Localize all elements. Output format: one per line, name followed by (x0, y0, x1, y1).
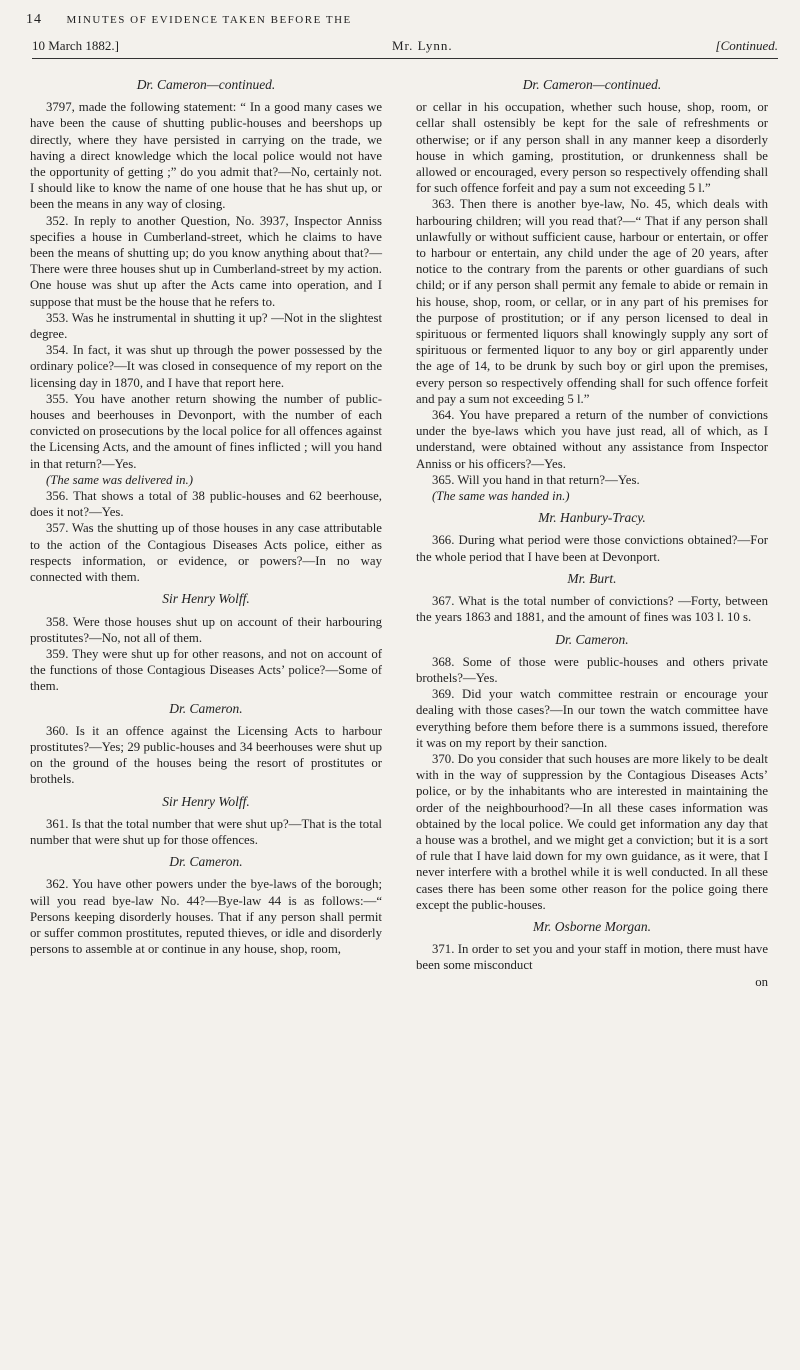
speaker-heading: Sir Henry Wolff. (162, 793, 250, 809)
speaker-heading: Mr. Hanbury-Tracy. (538, 510, 646, 526)
editorial-note: (The same was delivered in.) (46, 472, 194, 487)
speaker-heading: Mr. Osborne Morgan. (533, 918, 651, 934)
paragraph: 352. In reply to another Question, No. 3937, Inspector Anniss specifies a house in Cumberland-street, which he claims to have been the means of shutting up; do you know anything about that?—There were three houses shut up in Cumberland-street by my action. One house was shut up after the Acts came into operation, and I suppose that must be the house that he refers to. (30, 213, 382, 309)
paragraph: 365. Will you hand in that return?—Yes. (432, 472, 640, 487)
witness-name: Mr. Lynn. (392, 38, 453, 53)
paragraph: 366. During what period were those convictions obtained?—For the whole period that I have been at Devonport. (416, 533, 768, 564)
paragraph: 368. Some of those were public-houses and others private brothels?—Yes. (416, 654, 768, 685)
header-rule (32, 58, 778, 59)
paragraph: 361. Is that the total number that were shut up?—That is the total number that were shut up for those offences. (30, 816, 382, 847)
paragraph: 353. Was he instrumental in shutting it up? —Not in the slightest degree. (30, 310, 382, 342)
speaker-heading: Mr. Burt. (567, 570, 617, 586)
right-column (416, 77, 768, 990)
paragraph: 358. Were those houses shut up on account of their harbouring prostitutes?—No, not all of them. (30, 614, 382, 645)
paragraph: 369. Did your watch committee restrain or encourage your dealing with those cases?—In our town the watch committee have everything before them before there is a summons issued, therefore it was on my report by their sanction. (416, 687, 768, 750)
paragraph: 356. That shows a total of 38 public-houses and 62 beerhouse, does it not?—Yes. (30, 489, 382, 520)
paragraph: 354. In fact, it was shut up through the power possessed by the ordinary police?—It was closed in consequence of my report on the licensing day in 1870, and I have that report here. (30, 343, 382, 390)
paragraph: 355. You have another return showing the number of public-houses and beerhouses in Devonport, with the number of each convicted on prosecutions by the local police for all offences against the Licensing Acts, and the amount of fines inflicted ; will you hand in that return?—Yes. (30, 391, 382, 471)
paragraph: or cellar in his occupation, whether such house, shop, room, or cellar shall ostensibly be kept for the sale of refreshments or otherwise; or if any person shall in any manner keep a disorderly house in which gaming, prostitution, or drunkenness shall be allowed or encouraged, every person so respectively offending shall for such offence forfeit and pay a sum not exceeding 5 l.” (416, 100, 768, 196)
catchword: on (755, 974, 768, 989)
speaker-heading: Dr. Cameron. (169, 854, 243, 870)
speaker-heading: Dr. Cameron. (555, 631, 629, 647)
paragraph: 359. They were shut up for other reasons, and not on account of the functions of those Contagious Diseases Acts’ police?—Some of them. (30, 646, 382, 694)
paragraph: 360. Is it an offence against the Licensing Acts to harbour prostitutes?—Yes; 29 public-houses and 34 beerhouses were shut up on the ground of the houses being the resort of prostitutes or brothels. (30, 723, 382, 787)
left-column (30, 77, 382, 957)
sitting-date: 10 March 1882.] (32, 38, 120, 53)
paragraph: 357. Was the shutting up of those houses in any case attributable to the action of the Contagious Diseases Acts police, either as respects information, or evidence, or powers?—In no way connected with them. (30, 521, 382, 585)
editorial-note: (The same was handed in.) (432, 489, 570, 504)
speaker-heading: Dr. Cameron—continued. (136, 77, 276, 92)
paragraph: 367. What is the total number of convictions? —Forty, between the years 1863 and 1881, and the amount of fines was 103 l. 10 s. (416, 594, 768, 625)
subheader (32, 38, 778, 56)
page-number: 14 (26, 12, 42, 27)
running-title: MINUTES OF EVIDENCE TAKEN BEFORE THE (66, 14, 352, 26)
paragraph: 3797, made the following statement: “ In a good many cases we have been the cause of shutting public-houses and beershops up directly, where they have persisted in carrying on the trade, we having a direct knowledge which the local police would not have the opportunity of getting ;” do you admit that?—No, certainly not. I should like to know the name of one house that he has shut up, or been the means in any way of closing. (30, 100, 382, 212)
paragraph: 363. Then there is another bye-law, No. 45, which deals with harbouring children; will you read that?—“ That if any person shall unlawfully or without sufficient cause, harbour or entertain, or offer to harbour or entertain, any child under the age of 20 years, after notice to the contrary from the parents or other guardians of such child; or if any person shall permit any female to abide or remain in his house, shop, room, or cellar, or in any part of his premises for the purpose of prostitution; or if any person licensed to deal in spirituous or fermented liquors shall knowingly supply any sort of spirituous or fermented liquor to any boy or girl apparently under the age of 14, to be drunk by such boy or girl upon the premises, every person so respectively offending shall for such offence forfeit and pay a sum not exceeding 5 l.” (416, 197, 768, 406)
paragraph: 370. Do you consider that such houses are more likely to be dealt with in the way of suppression by the Contagious Diseases Acts’ police, or by the inhabitants who are interested in maintaining the order of the neighbourhood?—In all these cases information was obtained by the local police. We could get information any day that a house was a brothel, and we might get a conviction; but it is a sort of rule that I have laid down for my own guidance, as it were, that I never interfere with a brothel while it is well conducted. In all these cases there has been some other reason for the police going there except the public-houses. (416, 751, 768, 912)
running-header (26, 12, 352, 28)
speaker-heading: Dr. Cameron. (169, 700, 243, 716)
paragraph: 362. You have other powers under the bye-laws of the borough; will you read bye-law No. 44?—Bye-law 44 is as follows:—“ Persons keeping disorderly houses. That if any person shall permit or suffer common prostitutes, reputed thieves, or idle and disorderly persons to assemble at or continue in any house, shop, room, (30, 877, 382, 957)
continued-label: [Continued. (715, 38, 778, 53)
paragraph: 364. You have prepared a return of the number of convictions under the bye-laws which you have just read, all of which, as I understand, were obtained without any assistance from Inspector Anniss or his officers?—Yes. (416, 408, 768, 471)
paragraph: 371. In order to set you and your staff in motion, there must have been some misconduct (416, 942, 768, 973)
speaker-heading: Dr. Cameron—continued. (522, 77, 662, 92)
speaker-heading: Sir Henry Wolff. (162, 591, 250, 607)
